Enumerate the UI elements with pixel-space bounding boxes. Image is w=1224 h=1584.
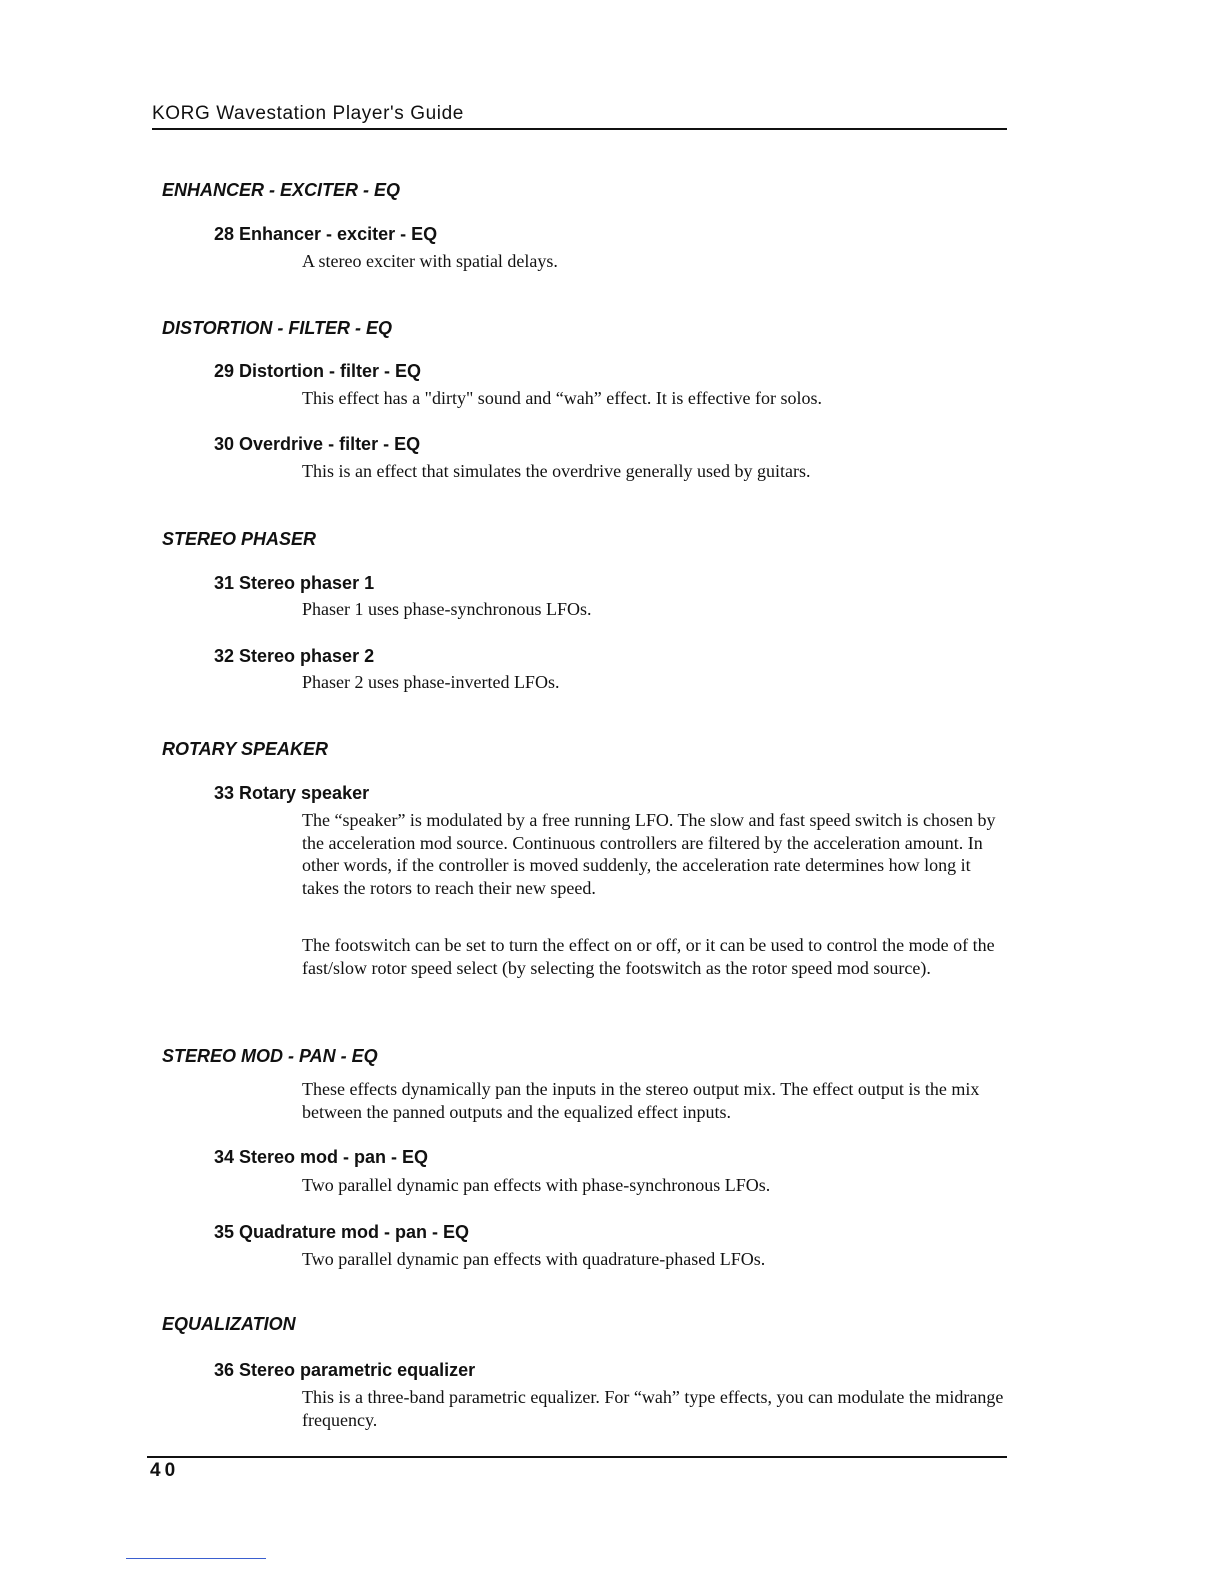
section-heading-stereo-phaser: STEREO PHASER — [162, 529, 317, 549]
footer-rule — [147, 1456, 1007, 1458]
entry-text-33-paragraph-2: The footswitch can be set to turn the effect on or off, or it can be used to control the mode of the fast/slow rotor speed select (by selecting the footswitch as the rotor speed mod source). — [302, 935, 995, 978]
running-header: KORG Wavestation Player's Guide — [152, 102, 1007, 130]
entry-text-30: This is an effect that simulates the overdrive generally used by guitars. — [302, 461, 811, 481]
entry-text-34: Two parallel dynamic pan effects with phase-synchronous LFOs. — [302, 1175, 771, 1195]
entry-title-29: 29 Distortion - filter - EQ — [214, 361, 422, 381]
scan-artifact-line — [126, 1558, 266, 1559]
entry-title-28: 28 Enhancer - exciter - EQ — [214, 224, 438, 244]
entry-title-34: 34 Stereo mod - pan - EQ — [214, 1147, 429, 1167]
entry-title-31: 31 Stereo phaser 1 — [214, 573, 375, 593]
entry-title-33: 33 Rotary speaker — [214, 783, 370, 803]
entry-text-33: The “speaker” is modulated by a free running LFO. The slow and fast speed switch is chosen by the acceleration mod source. Continuous controllers are filtered by the acceleration amount. In other words, if the controller is moved suddenly, the acceleration rate determines how long it takes the rotors to reach their new speed. — [302, 810, 996, 898]
entry-title-35: 35 Quadrature mod - pan - EQ — [214, 1222, 470, 1242]
section-heading-equalization: EQUALIZATION — [162, 1314, 296, 1334]
entry-title-32: 32 Stereo phaser 2 — [214, 646, 375, 666]
section-intro-stereo-mod: These effects dynamically pan the inputs in the stereo output mix. The effect output is the mix between the panned outputs and the equalized effect inputs. — [302, 1079, 980, 1122]
entry-title-30: 30 Overdrive - filter - EQ — [214, 434, 421, 454]
entry-text-36: This is a three-band parametric equalizer. For “wah” type effects, you can modulate the midrange frequency. — [302, 1387, 1004, 1430]
entry-text-28: A stereo exciter with spatial delays. — [302, 251, 558, 271]
section-heading-rotary-speaker: ROTARY SPEAKER — [162, 739, 329, 759]
section-heading-enhancer: ENHANCER - EXCITER - EQ — [162, 180, 401, 200]
section-heading-stereo-mod: STEREO MOD - PAN - EQ — [162, 1046, 378, 1066]
entry-title-36: 36 Stereo parametric equalizer — [214, 1360, 476, 1380]
page-number: 40 — [150, 1460, 180, 1481]
entry-text-35: Two parallel dynamic pan effects with quadrature-phased LFOs. — [302, 1249, 766, 1269]
entry-text-32: Phaser 2 uses phase-inverted LFOs. — [302, 672, 560, 692]
entry-text-29: This effect has a "dirty" sound and “wah” effect. It is effective for solos. — [302, 388, 823, 408]
entry-text-31: Phaser 1 uses phase-synchronous LFOs. — [302, 599, 592, 619]
section-heading-distortion: DISTORTION - FILTER - EQ — [162, 318, 393, 338]
